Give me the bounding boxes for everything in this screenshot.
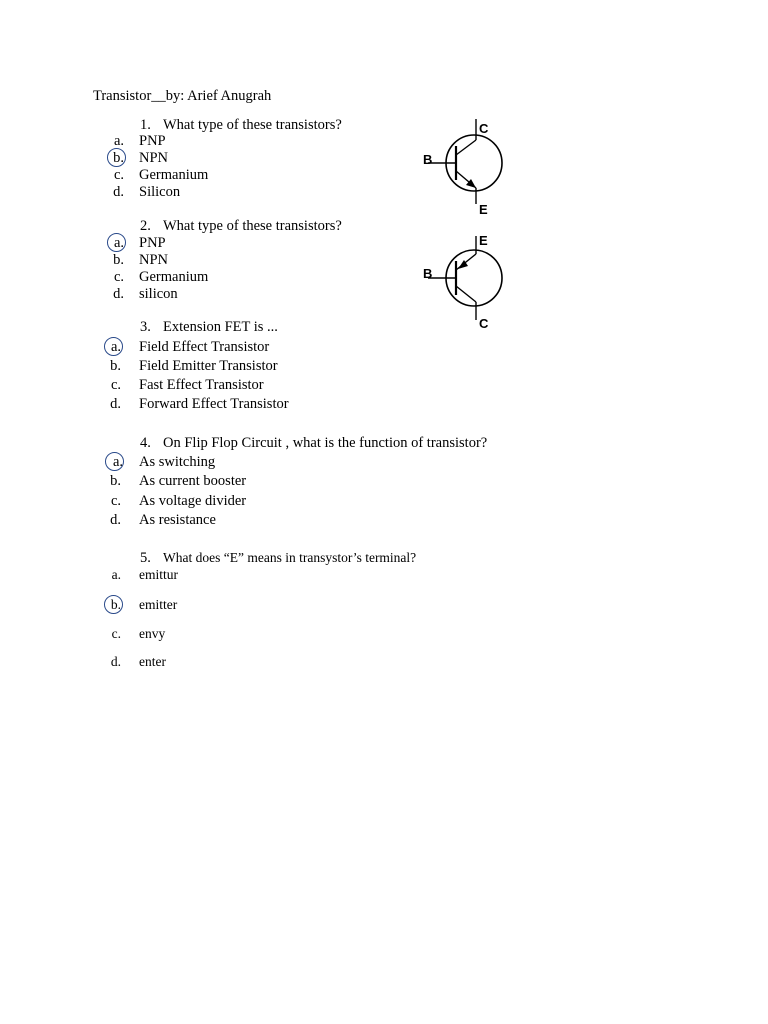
option-letter: c. — [113, 269, 124, 285]
option-letter: b. — [110, 358, 121, 374]
collector-label: C — [479, 316, 489, 331]
option-letter: c. — [110, 493, 121, 509]
option-letter: b. — [110, 473, 121, 489]
question-text: Extension FET is ... — [163, 319, 278, 335]
option-text: As switching — [139, 454, 216, 470]
option-text: PNP — [139, 235, 166, 251]
answer-circle — [107, 233, 126, 252]
option-text: NPN — [139, 150, 169, 166]
option-text: NPN — [139, 252, 169, 268]
option-text: Forward Effect Transistor — [139, 396, 289, 412]
option-letter: d. — [110, 512, 121, 528]
option-text: As current booster — [139, 473, 247, 489]
option-text: Field Effect Transistor — [139, 339, 270, 355]
option-letter: d. — [110, 396, 121, 412]
option-text: Field Emitter Transistor — [139, 358, 278, 374]
option-letter: c. — [113, 167, 124, 183]
base-label: B — [423, 152, 433, 167]
option-letter: a. — [113, 133, 124, 149]
question-number: 4. — [140, 435, 151, 451]
option-letter: a. — [111, 567, 121, 582]
option-text: emittur — [139, 567, 178, 582]
answer-circle — [104, 337, 123, 356]
collector-line — [456, 140, 476, 155]
option-text: As voltage divider — [139, 493, 247, 509]
option-text: Germanium — [139, 269, 209, 285]
question-number: 2. — [140, 218, 151, 234]
question-number: 1. — [140, 117, 151, 133]
emitter-label: E — [479, 202, 488, 217]
question-text: On Flip Flop Circuit , what is the function of transistor? — [163, 435, 488, 451]
answer-circle — [105, 452, 124, 471]
option-text: PNP — [139, 133, 166, 149]
option-letter: d. — [110, 654, 121, 669]
option-text: Fast Effect Transistor — [139, 377, 264, 393]
emitter-label: E — [479, 233, 488, 248]
base-label: B — [423, 266, 433, 281]
option-text: Silicon — [139, 184, 181, 200]
pnp-transistor-diagram — [418, 230, 518, 334]
option-letter: b. — [113, 252, 124, 268]
collector-line — [456, 286, 476, 302]
option-text: emitter — [139, 597, 178, 612]
question-number: 5. — [140, 550, 151, 566]
question-text: What type of these transistors? — [163, 117, 342, 133]
question-text: What does “E” means in transystor’s terminal? — [163, 550, 417, 565]
option-text: silicon — [139, 286, 178, 302]
option-text: Germanium — [139, 167, 209, 183]
option-letter: a. — [112, 454, 123, 470]
option-letter: a. — [110, 339, 121, 355]
npn-transistor-diagram — [418, 116, 518, 220]
option-text: enter — [139, 654, 166, 669]
question-number: 3. — [140, 319, 151, 335]
collector-label: C — [479, 121, 489, 136]
document-title: Transistor__by: Arief Anugrah — [93, 88, 272, 104]
question-text: What type of these transistors? — [163, 218, 342, 234]
option-letter: b. — [110, 597, 121, 612]
option-letter: b. — [113, 150, 124, 166]
option-letter: c. — [110, 377, 121, 393]
option-letter: d. — [113, 184, 124, 200]
answer-circle — [104, 595, 123, 614]
answer-circle — [107, 148, 126, 167]
option-letter: d. — [113, 286, 124, 302]
option-text: As resistance — [139, 512, 216, 528]
option-letter: c. — [111, 626, 121, 641]
option-letter: a. — [113, 235, 124, 251]
option-text: envy — [139, 626, 166, 641]
